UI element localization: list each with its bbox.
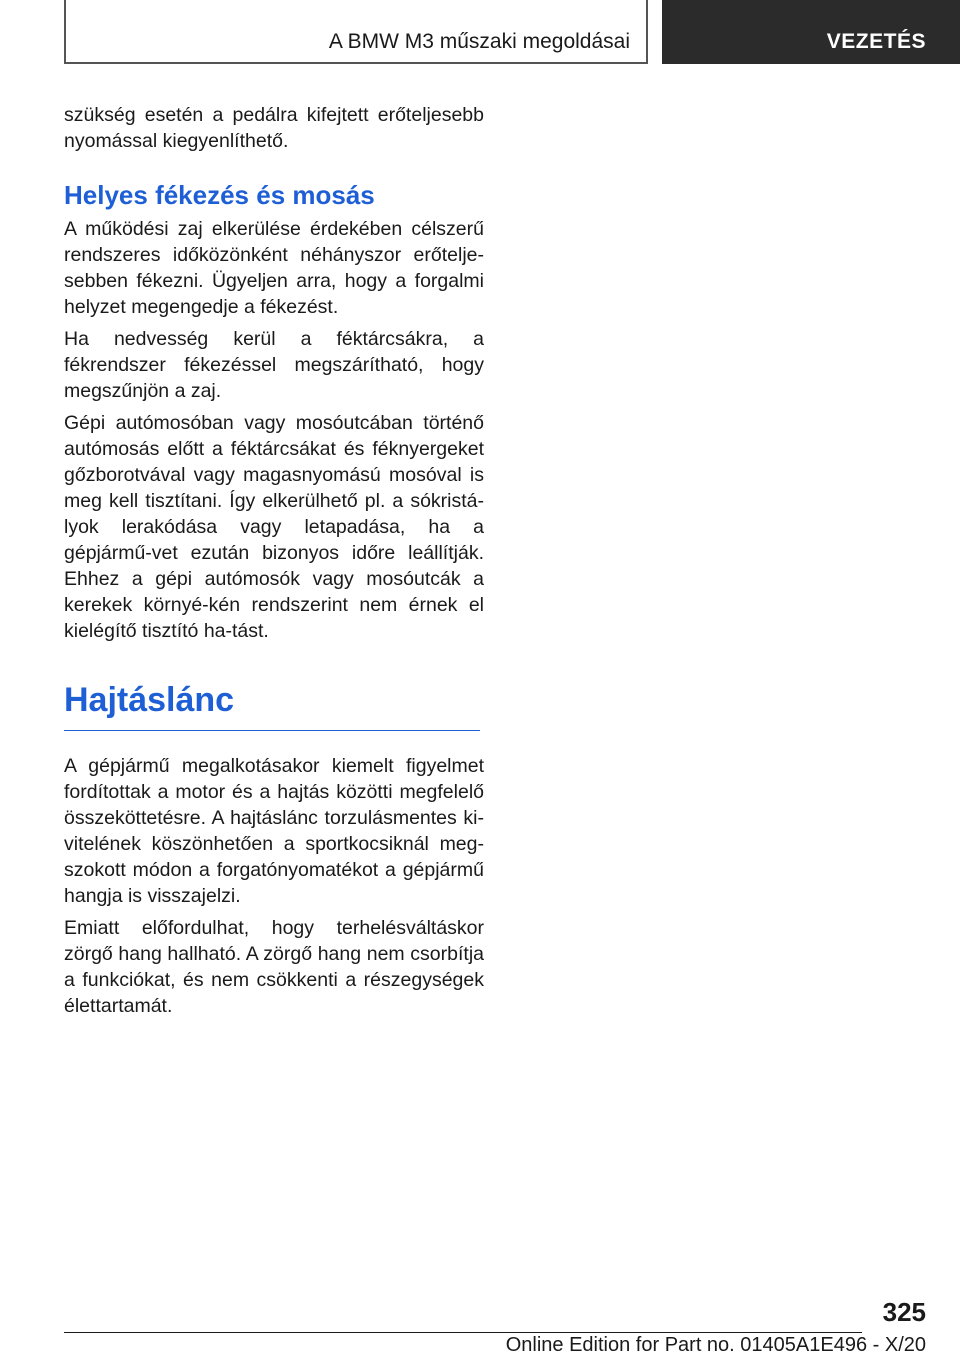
braking-paragraph-1: A működési zaj elkerülése érdekében célszerű rendszeres időközönként néhányszor erőtelje-sebben fékezni. Ügyeljen arra, hogy a forgalmi helyzet megengedje a fékezést. [64, 218, 484, 318]
braking-heading: Helyes fékezés és mosás [64, 180, 375, 210]
braking-paragraph-3: Gépi autómosóban vagy mosóutcában történő autómosás előtt a féktárcsákat és féknyergeket gőzborotvával vagy magasnyomású mosóval is meg kell tisztítani. Így elkerülhető pl. a sókristá-lyok lerakódása vagy letapadása, ha a gépjármű-vet ezután bizonyos időre leállítják. Ehhez a gépi autómosók vagy mosóutcák a kerekek környé-kén rendszerint nem érnek el kielégítő tisztító ha-tást. [64, 412, 484, 642]
footer-edition: Online Edition for Part no. 01405A1E496 - X/20 [505, 1334, 926, 1356]
drivetrain-paragraph-1: A gépjármű megalkotásakor kiemelt figyelmet fordítottak a motor és a hajtás közötti megfelelő összeköttetésre. A hajtáslánc torzulásmentes ki-vitelének köszönhetően a sportkocsiknál meg-szokott módon a forgatónyomatékot a gépjármű hangja is visszajelzi. [64, 755, 484, 907]
footer-divider [64, 1332, 862, 1333]
intro-paragraph: szükség esetén a pedálra kifejtett erőteljesebb nyomással kiegyenlíthető. [64, 104, 484, 152]
section-tab-label: VEZETÉS [826, 30, 926, 53]
header-title-box [64, 0, 648, 64]
drivetrain-paragraph-2: Emiatt előfordulhat, hogy terhelésváltáskor zörgő hang hallható. A zörgő hang nem csorbítja a funkciókat, és nem csökkenti a részegységek élettartamát. [64, 917, 484, 1017]
section-tab[interactable] [662, 0, 960, 64]
main-content [64, 102, 484, 1025]
page-number: 325 [882, 1297, 926, 1327]
drivetrain-heading: Hajtáslánc [64, 678, 480, 731]
manual-title: A BMW M3 műszaki megoldásai [328, 30, 630, 53]
braking-paragraph-2: Ha nedvesség kerül a féktárcsákra, a fékrendszer fékezéssel megszárítható, hogy megszűnjön a zaj. [64, 328, 484, 402]
